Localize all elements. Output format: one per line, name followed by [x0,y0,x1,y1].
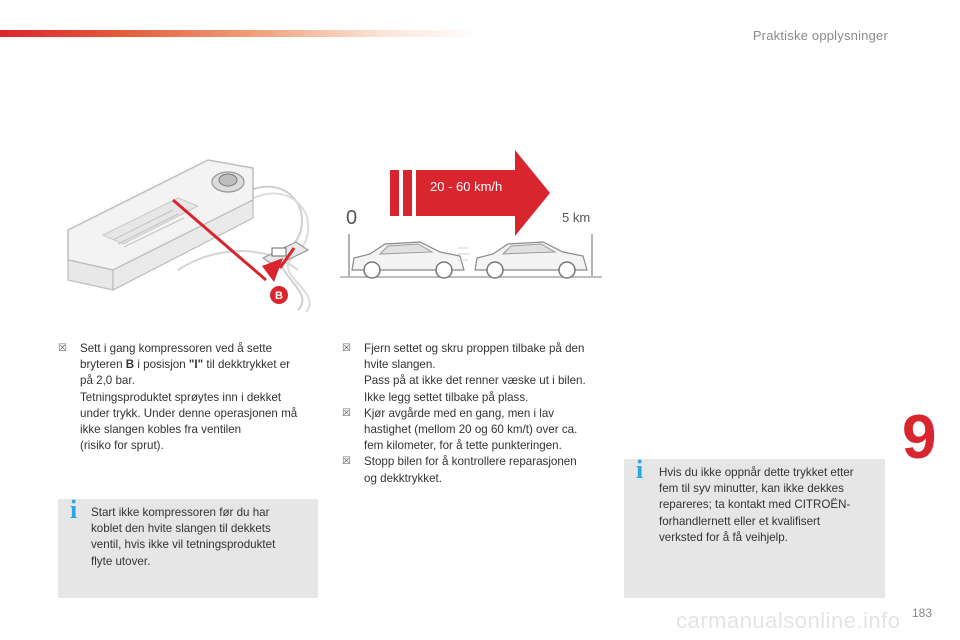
car-icon [475,242,587,278]
chapter-number: 9 [902,403,937,472]
note-line: Hvis du ikke oppnår dette trykket etter [659,466,854,479]
instruction-line: fem kilometer, for å tette punkteringen. [364,439,562,453]
instruction-line: ikke slangen kobles fra ventilen [80,423,242,437]
note-line: fem til syv minutter, kan ikke dekkes [659,482,844,496]
callout-b: B [275,290,283,302]
info-icon: i [636,455,644,484]
info-box-right [624,455,885,598]
drive-illustration [340,148,602,284]
middle-column [342,341,614,487]
note-line: forhandlernett eller et kvalifisert [659,514,821,528]
info-icon: i [70,495,78,524]
section-title: Praktiske opplysninger [752,28,888,43]
instruction-line: Kjør avgårde med en gang, men i lav [364,406,555,420]
instruction-line: hvite slangen. [364,358,436,372]
instruction-line: Pass på at ikke det renner væske ut i bilen. [364,374,586,388]
instruction-line: (risiko for sprut). [80,439,164,453]
bullet-icon: ☒ [342,407,351,419]
bullet-icon: ☒ [58,343,67,354]
page-number: 183 [912,606,933,620]
instruction-line: Ikke legg settet tilbake på plass. [364,390,529,404]
instruction-line: Fjern settet og skru proppen tilbake på den [364,342,585,355]
instruction-line: hastighet (mellom 20 og 60 km/t) over ca. [364,423,578,437]
end-label: 5 km [562,210,591,225]
bullet-icon: ☒ [342,456,351,468]
list-item [342,454,614,486]
list-item [342,341,614,406]
instruction-line: bryteren B i posisjon "I" til dekktrykket er [80,358,291,372]
list-item [58,341,328,454]
note-line: ventil, hvis ikke vil tetningsproduktet [91,538,276,552]
instruction-line: Stopp bilen for å kontrollere reparasjonen [364,455,577,469]
note-line: repareres; ta kontakt med CITROËN- [659,498,851,512]
instruction-line: Tetningsproduktet sprøytes inn i dekket [80,390,282,404]
car-icon [352,242,470,278]
instruction-line: og dekktrykket. [364,471,442,485]
info-box-left [58,495,318,598]
compressor-illustration [58,140,320,312]
header-color-bar [0,30,480,37]
speed-label: 20 - 60 km/h [430,179,503,194]
watermark: carmanualsonline.info [676,608,901,633]
bullet-icon: ☒ [342,343,351,354]
instruction-line: under trykk. Under denne operasjonen må [80,406,298,420]
left-column [58,341,328,454]
start-label: 0 [346,207,358,229]
instruction-line: på 2,0 bar. [80,374,135,388]
list-item [342,406,614,455]
note-line: koblet den hvite slangen til dekkets [91,522,271,536]
note-line: Start ikke kompressoren før du har [91,506,270,519]
note-line: verksted for å få veihjelp. [659,530,788,544]
instruction-line: Sett i gang kompressoren ved å sette [80,342,273,355]
note-line: flyte utover. [91,554,151,568]
